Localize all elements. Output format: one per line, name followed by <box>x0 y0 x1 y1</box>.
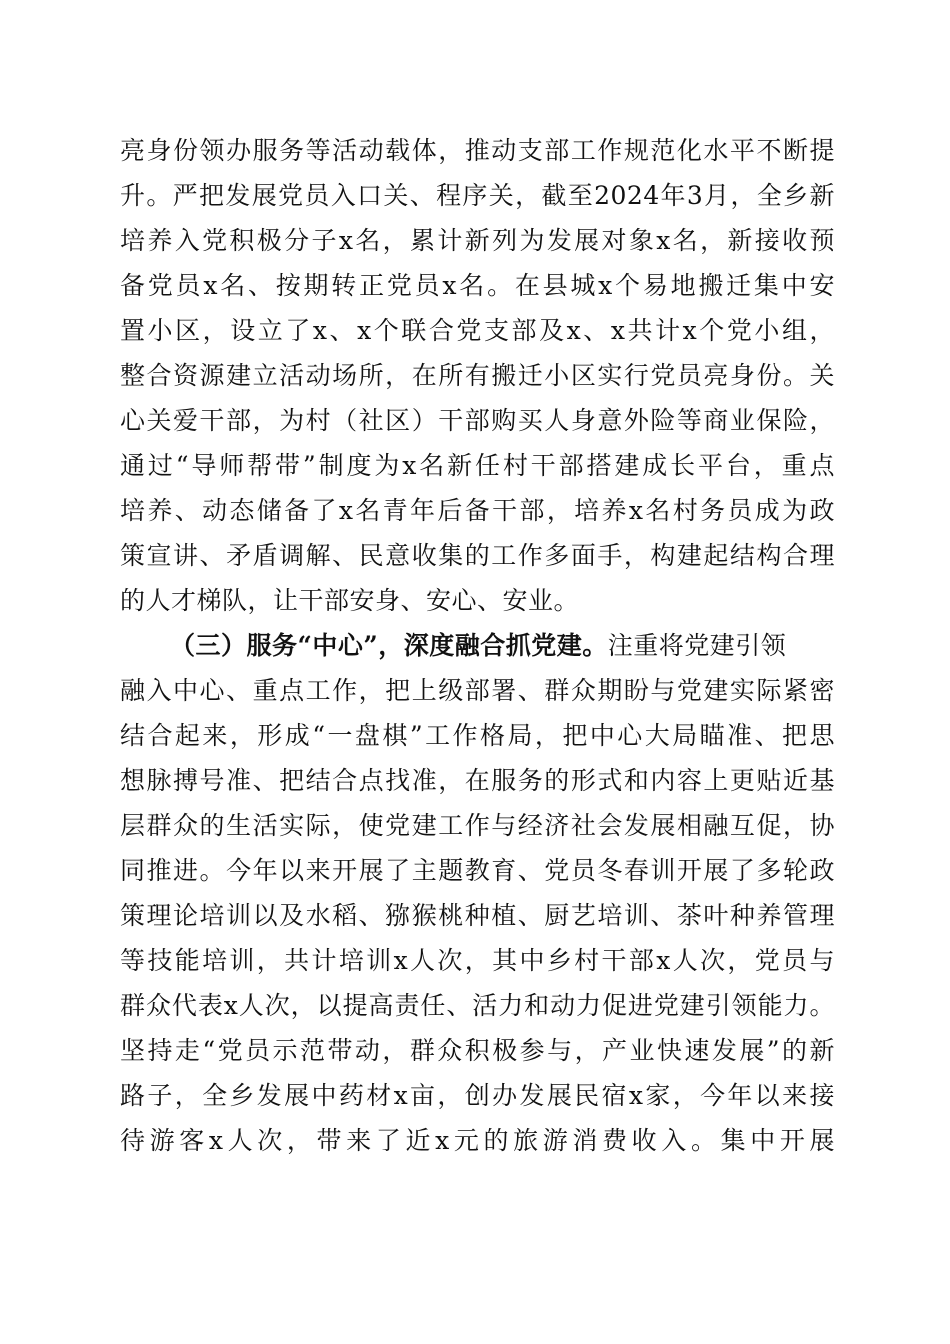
text-line: 亮身份领办服务等活动载体，推动支部工作规范化水平不断提 <box>120 136 835 165</box>
text-line: 策理论培训以及水稻、猕猴桃种植、厨艺培训、茶叶种养管理 <box>120 901 835 930</box>
text-line: 想脉搏号准、把结合点找准，在服务的形式和内容上更贴近基 <box>120 766 835 795</box>
text-line: 同推进。今年以来开展了主题教育、党员冬春训开展了多轮政 <box>120 856 835 885</box>
text-line: 层群众的生活实际，使党建工作与经济社会发展相融互促，协 <box>120 811 835 840</box>
text-line: 策宣讲、矛盾调解、民意收集的工作多面手，构建起结构合理 <box>120 541 835 570</box>
text-line: 等技能培训，共计培训x人次，其中乡村干部x人次，党员与 <box>120 946 835 975</box>
text-line: 心关爱干部，为村（社区）干部购买人身意外险等商业保险， <box>120 406 835 435</box>
text-line: 群众代表x人次，以提高责任、活力和动力促进党建引领能力。 <box>120 991 835 1020</box>
text-line: 结合起来，形成“一盘棋”工作格局，把中心大局瞄准、把思 <box>120 721 835 750</box>
text-line: 的人才梯队，让干部安身、安心、安业。 <box>120 586 580 615</box>
text-line: 培养入党积极分子x名，累计新列为发展对象x名，新接收预 <box>120 226 835 255</box>
text-line: 升。严把发展党员入口关、程序关，截至2024年3月，全乡新 <box>120 181 835 210</box>
text-line: 置小区，设立了x、x个联合党支部及x、x共计x个党小组， <box>120 316 835 345</box>
text-line: 通过“导师帮带”制度为x名新任村干部搭建成长平台，重点 <box>120 451 835 480</box>
text-line: 整合资源建立活动场所，在所有搬迁小区实行党员亮身份。关 <box>120 361 835 390</box>
section-heading-line <box>170 623 835 668</box>
text-line: 路子，全乡发展中药材x亩，创办发展民宿x家，今年以来接 <box>120 1081 835 1110</box>
section-heading-continuation: 注重将党建引领 <box>607 631 787 660</box>
text-line: 备党员x名、按期转正党员x名。在县城x个易地搬迁集中安 <box>120 271 835 300</box>
text-line: 待游客x人次，带来了近x元的旅游消费收入。集中开展 <box>120 1126 835 1155</box>
text-line: 融入中心、重点工作，把上级部署、群众期盼与党建实际紧密 <box>120 676 835 705</box>
text-line: 培养、动态储备了x名青年后备干部，培养x名村务员成为政 <box>120 496 835 525</box>
text-line: 坚持走“党员示范带动，群众积极参与，产业快速发展”的新 <box>120 1036 835 1065</box>
section-heading: （三）服务“中心”，深度融合抓党建。 <box>170 631 608 660</box>
